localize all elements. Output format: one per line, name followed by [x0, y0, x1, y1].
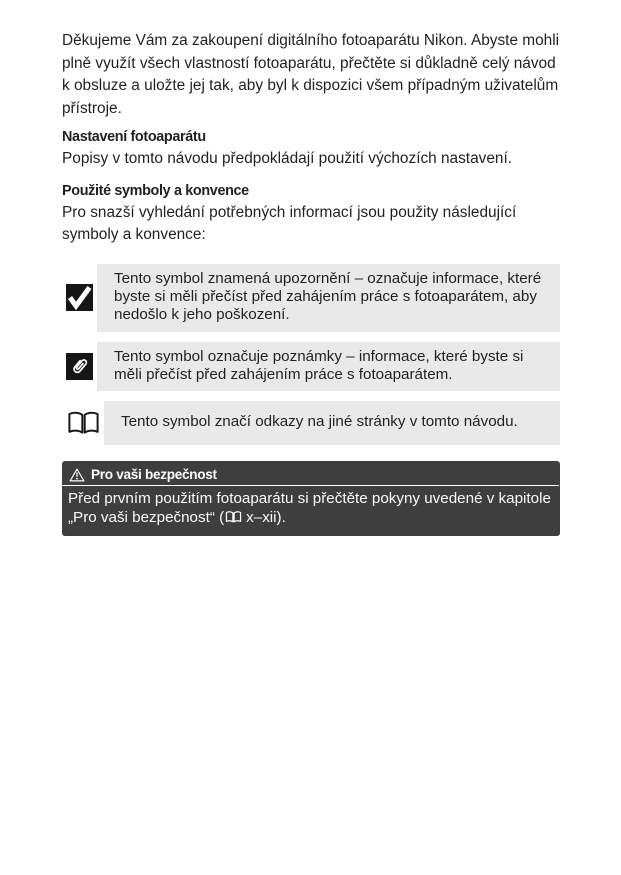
- safety-note-title: Pro vaši bezpečnost: [91, 467, 217, 483]
- section-heading-symbols: Použité symboly a konvence: [62, 183, 249, 199]
- safety-header-rule: [62, 485, 559, 486]
- symbol-note-text: Tento symbol označuje poznámky – informace, které byste si měli přečíst před zahájením práce s fotoaparátem.: [114, 347, 524, 383]
- symbol-reference-text: Tento symbol značí odkazy na jiné stránky v tomto návodu.: [121, 413, 518, 431]
- symbol-row-reference: [62, 401, 560, 445]
- note-paperclip-icon: [62, 342, 97, 391]
- section-heading-camera-settings: Nastavení fotoaparátu: [62, 129, 206, 145]
- symbol-row-note: [62, 342, 560, 391]
- reference-book-icon: [62, 401, 104, 445]
- section-body-symbols: Pro snazší vyhledání potřebných informací jsou použity následující symboly a konvence:: [62, 204, 517, 243]
- symbol-legend: [62, 264, 560, 445]
- safety-note-header: [66, 465, 556, 485]
- safety-page-ref: x–xii).: [246, 508, 286, 526]
- page-reference-book-icon: [225, 510, 242, 529]
- safety-note-box: [62, 461, 560, 536]
- warning-triangle-icon: [69, 468, 85, 482]
- caution-check-icon: [62, 264, 97, 332]
- symbol-caution-text: Tento symbol znamená upozornění – označuje informace, které byste si měli přečíst před zahájením práce s fotoaparátem, aby nedošlo k jeho poškození.: [114, 270, 542, 324]
- section-body-camera-settings: Popisy v tomto návodu předpokládají použití výchozích nastavení.: [62, 150, 513, 167]
- intro-paragraph: Děkujeme Vám za zakoupení digitálního fotoaparátu Nikon. Abyste mohli plně využít všech vlastností fotoaparátu, přečtěte si důkladně celý návod k obsluze a uložte jej tak, aby byl k dispozici všem případným uživatelům přístroje.: [62, 32, 560, 117]
- safety-note-body: [66, 490, 556, 528]
- safety-body-text: Před prvním použitím fotoaparátu si přečtěte pokyny uvedené v kapitole „Pro vaši bezpečnost“ (: [68, 490, 551, 526]
- symbol-row-caution: [62, 264, 560, 332]
